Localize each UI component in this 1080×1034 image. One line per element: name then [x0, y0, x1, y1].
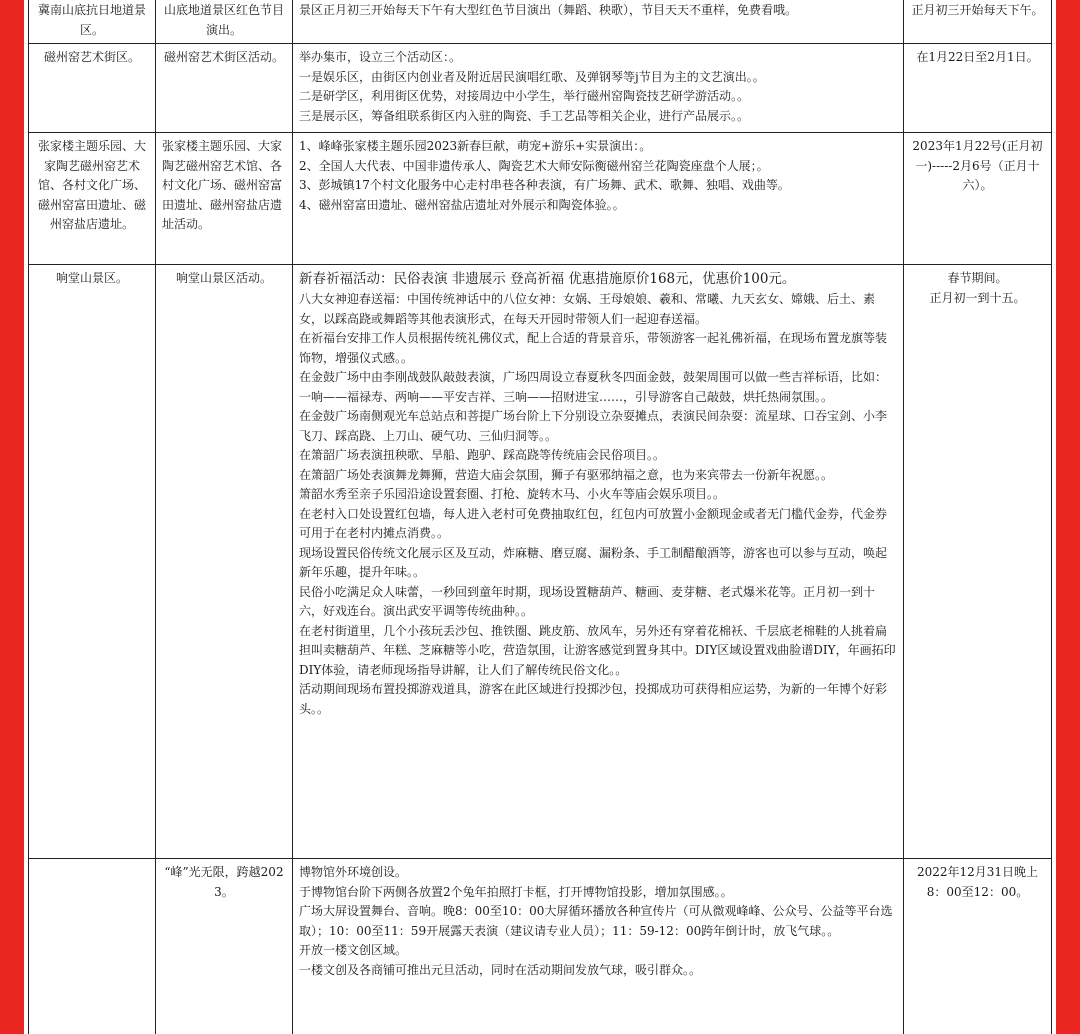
- detail-line: 八大女神迎春送福：中国传统神话中的八位女神：女娲、王母娘娘、羲和、常曦、九天玄女、嫦娥、后土、素女，以踩高跷或舞蹈等其他表演形式，在每天开园时带领人们一起迎春送福。: [299, 292, 876, 326]
- detail-line: 三是展示区，筹备组联系街区内入驻的陶瓷、手工艺品等相关企业，进行产品展示。。: [299, 108, 750, 123]
- detail-line: 景区正月初三开始每天下午有大型红色节目演出（舞蹈、秧歌），节目天天不重样，免费看哦。: [299, 3, 798, 17]
- detail-line: 开放一楼文创区域。: [299, 943, 408, 957]
- detail-line: 3、彭城镇17个村文化服务中心走村串巷各种表演，有广场舞、武术、歌舞、独唱、戏曲等。: [299, 178, 790, 192]
- venue-cell: 张家楼主题乐园、大家陶艺磁州窑艺术馆、各村文化广场、磁州窑富田遗址、磁州窑盐店遗址。: [29, 133, 156, 265]
- activity-cell: 磁州窑艺术街区活动。: [156, 44, 293, 133]
- activity-cell: “峰”光无限，跨越2023。: [156, 859, 293, 1034]
- detail-line: 活动期间现场布置投掷游戏道具，游客在此区域进行投掷沙包，投掷成功可获得相应运势，为新的一年博个好彩头。。: [299, 682, 888, 716]
- time-cell: 2022年12月31日晚上8：00至12：00。: [904, 859, 1052, 1034]
- table-row: [29, 265, 1052, 859]
- venue-cell: 磁州窑艺术街区。: [29, 44, 156, 133]
- detail-line: 举办集市，设立三个活动区：。: [299, 50, 462, 64]
- detail-line: 在箫韶广场处表演舞龙舞狮，营造大庙会氛围，狮子有驱邪纳福之意，也为来宾带去一份新年祝愿。。: [299, 467, 834, 482]
- document-page: [24, 0, 1056, 1034]
- activity-cell: 张家楼主题乐园、大家陶艺磁州窑艺术馆、各村文化广场、磁州窑富田遗址、磁州窑盐店遗址活动。: [156, 133, 293, 265]
- table-row: [29, 0, 1052, 44]
- table-row: [29, 859, 1052, 1034]
- details-cell: [293, 265, 904, 859]
- events-table: [28, 0, 1052, 1034]
- time-cell: 正月初三开始每天下午。: [904, 0, 1052, 44]
- detail-line: 4、磁州窑富田遗址、磁州窑盐店遗址对外展示和陶瓷体验。。: [299, 197, 625, 212]
- detail-line: 博物馆外环境创设。: [299, 865, 408, 879]
- detail-line: 于博物馆台阶下两侧各放置2个兔年拍照打卡框，打开博物馆投影，增加氛围感。。: [299, 884, 733, 899]
- detail-line: 在老村入口处设置红包墙，每人进入老村可免费抽取红包，红包内可放置小金额现金或者无门槛代金券，代金券可用于在老村内摊点消费。。: [299, 506, 888, 540]
- time-line: 春节期间。: [947, 271, 1008, 285]
- details-cell: [293, 0, 904, 44]
- time-cell: [904, 265, 1052, 859]
- detail-line: 一楼文创及各商铺可推出元旦活动，同时在活动期间发放气球，吸引群众。。: [299, 962, 702, 977]
- time-cell: 在1月22日至2月1日。: [904, 44, 1052, 133]
- time-line: 正月初一到十五。: [929, 290, 1026, 305]
- table-row: [29, 133, 1052, 265]
- detail-line: 2、全国人大代表、中国非遗传承人、陶瓷艺术大师安际衡磁州窑兰花陶瓷座盘个人展；。: [299, 158, 769, 173]
- table-row: [29, 44, 1052, 133]
- venue-cell: [29, 859, 156, 1034]
- details-cell: [293, 133, 904, 265]
- detail-line: 在祈福台安排工作人员根据传统礼佛仪式，配上合适的背景音乐，带领游客一起礼佛祈福，在现场布置龙旗等装饰物，增强仪式感。。: [299, 331, 888, 365]
- venue-cell: 响堂山景区。: [29, 265, 156, 859]
- detail-line: 1、峰峰张家楼主题乐园2023新春巨献，萌宠+游乐+实景演出：。: [299, 139, 652, 153]
- detail-line: 在金鼓广场中由李刚战鼓队敲鼓表演，广场四周设立春夏秋冬四面金鼓，鼓架周围可以做一些吉祥标语，比如：一响——福禄寿、两响——平安吉祥、三响——招财进宝……，引导游客自己敲鼓，烘托热闹氛围。。: [299, 370, 888, 404]
- venue-cell: 冀南山底抗日地道景区。: [29, 0, 156, 44]
- detail-line: 在老村街道里，几个小孩玩丢沙包、推铁圈、跳皮筋、放风车，另外还有穿着花棉袄、千层底老棉鞋的人挑着扁担叫卖糖葫芦、年糕、芝麻糖等小吃，营造氛围，让游客感觉到置身其中。DIY区域设置戏曲脸谱DIY，年画拓印DIY体验，请老师现场指导讲解，让人们了解传统民俗文化。。: [299, 623, 896, 677]
- activity-cell: 响堂山景区活动。: [156, 265, 293, 859]
- time-cell: 2023年1月22号(正月初一)-----2月6号（正月十六）。: [904, 133, 1052, 265]
- activity-cell: 山底地道景区红色节目演出。: [156, 0, 293, 44]
- detail-line: 二是研学区，利用街区优势，对接周边中小学生，举行磁州窑陶瓷技艺研学游活动。。: [299, 89, 750, 103]
- detail-line: 箫韶水秀至亲子乐园沿途设置套圈、打枪、旋转木马、小火车等庙会娱乐项目。。: [299, 487, 726, 501]
- detail-line: 民俗小吃满足众人味蕾，一秒回到童年时期，现场设置糖葫芦、糖画、麦芽糖、老式爆米花等。正月初一到十六，好戏连台。演出武安平调等传统曲种。。: [299, 584, 876, 618]
- detail-line: 现场设置民俗传统文化展示区及互动，炸麻糖、磨豆腐、漏粉条、手工制醋酿酒等，游客也可以参与互动，唤起新年乐趣，提升年味。。: [299, 545, 888, 579]
- detail-line: 一是娱乐区，由街区内创业者及附近居民演唱红歌、及弹钢琴等j节目为主的文艺演出。。: [299, 69, 765, 84]
- detail-line: 在箫韶广场表演扭秧歌、旱船、跑驴、踩高跷等传统庙会民俗项目。。: [299, 448, 666, 462]
- lead-line: 新春祈福活动：民俗表演 非遗展示 登高祈福 优惠措施原价168元，优惠价100元。: [299, 271, 796, 287]
- details-cell: [293, 859, 904, 1034]
- detail-line: 广场大屏设置舞台、音响。晚8：00至10：00大屏循环播放各种宣传片（可从微观峰峰、公众号、公益等平台选取）；10：00至11：59开展露天表演（建议请专业人员）；11：59-12：00跨年倒计时，放飞气球。。: [299, 904, 893, 938]
- detail-line: 在金鼓广场南侧观光车总站点和菩提广场台阶上下分别设立杂耍摊点，表演民间杂耍：流星球、口吞宝剑、小李飞刀、踩高跷、上刀山、硬气功、三仙归洞等。。: [299, 409, 888, 443]
- details-cell: [293, 44, 904, 133]
